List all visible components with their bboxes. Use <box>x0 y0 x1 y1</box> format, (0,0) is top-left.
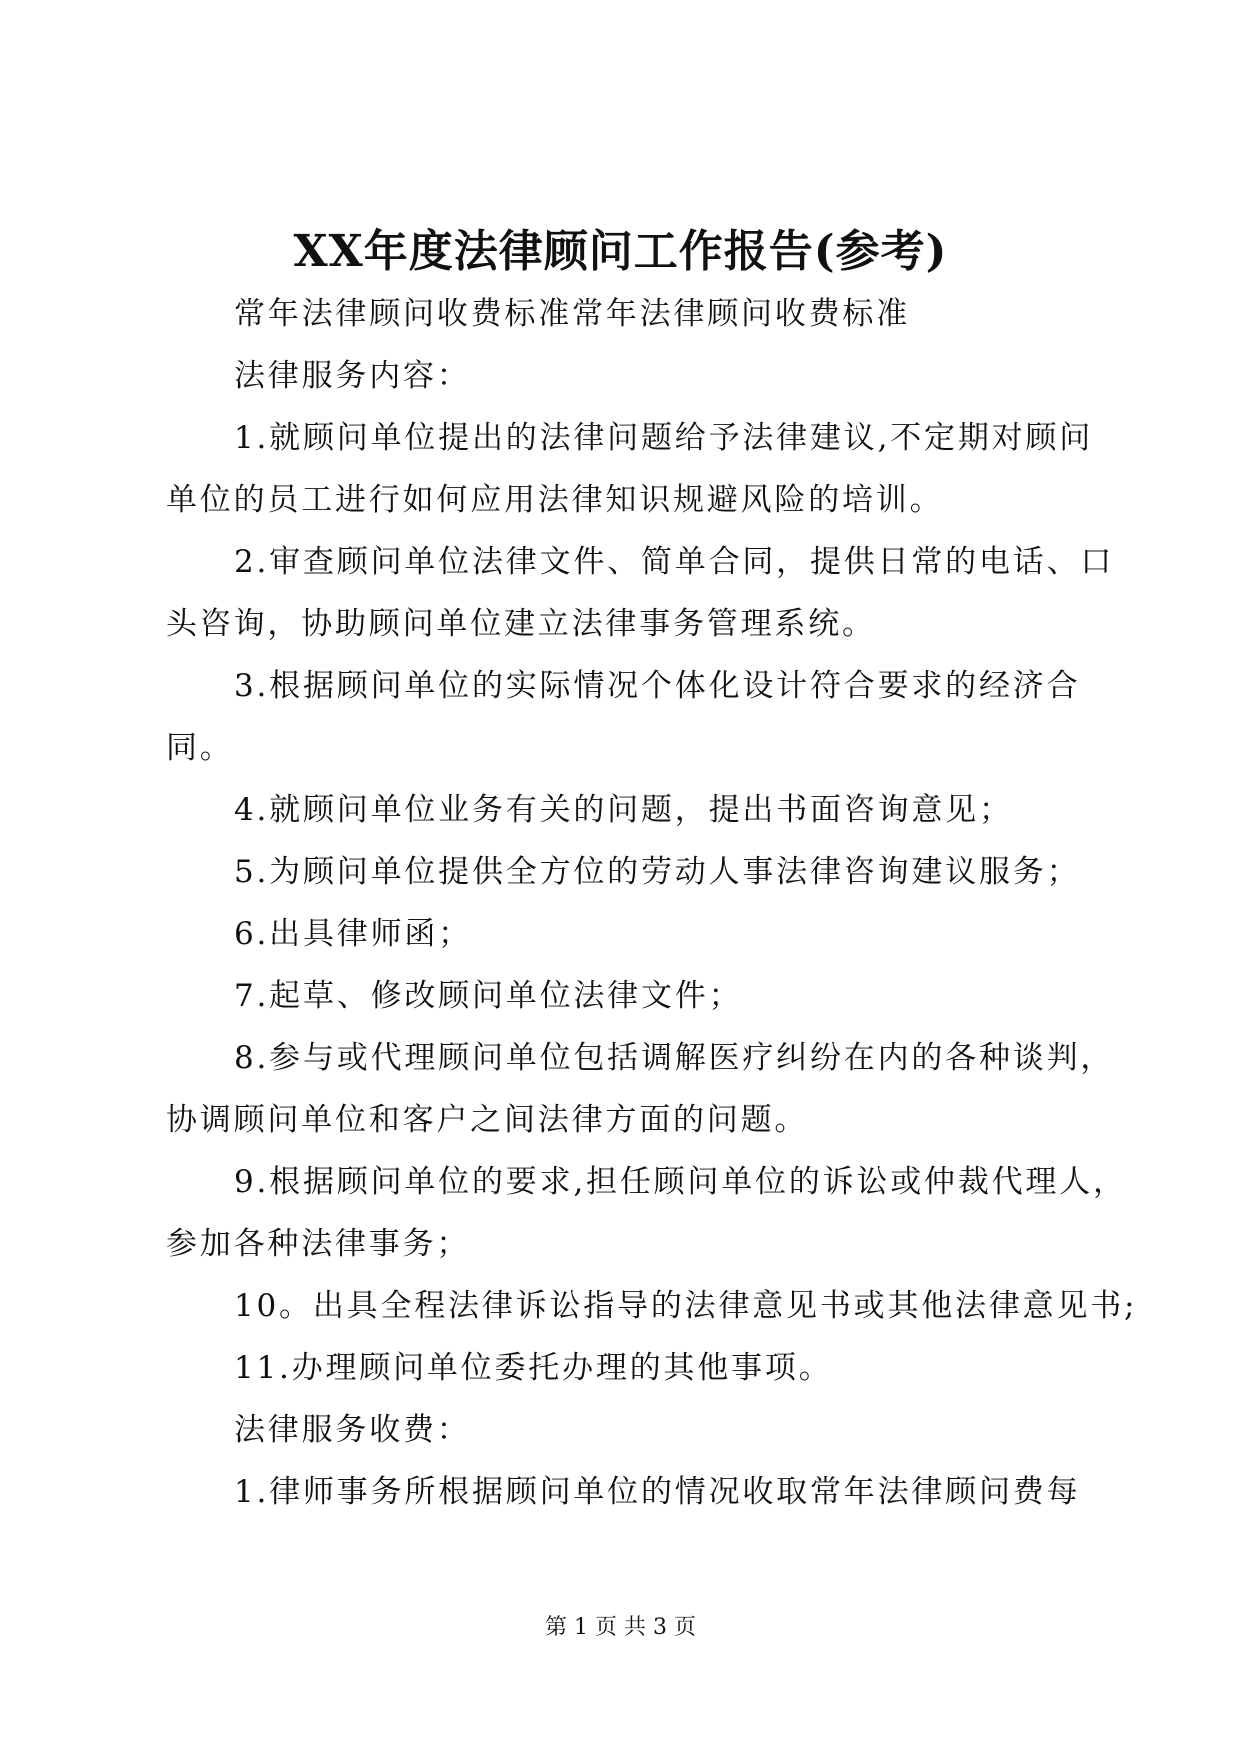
body-line: 1.律师事务所根据顾问单位的情况收取常年法律顾问费每 <box>234 1474 1081 1510</box>
body-line: 1.就顾问单位提出的法律问题给予法律建议,不定期对顾问 <box>234 420 1094 456</box>
body-line: 协调顾问单位和客户之间法律方面的问题。 <box>166 1102 809 1138</box>
body-line: 3.根据顾问单位的实际情况个体化设计符合要求的经济合 <box>234 668 1081 704</box>
page-footer: 第 1 页 共 3 页 <box>545 1615 696 1640</box>
body-line: 参加各种法律事务； <box>166 1226 471 1262</box>
body-line: 5.为顾问单位提供全方位的劳动人事法律咨询建议服务； <box>234 854 1081 890</box>
body-line: 常年法律顾问收费标准常年法律顾问收费标准 <box>234 296 910 332</box>
body-line: 7.起草、修改顾问单位法律文件； <box>234 978 743 1014</box>
body-line: 11.办理顾问单位委托办理的其他事项。 <box>234 1350 833 1386</box>
body-line: 9.根据顾问单位的要求,担任顾问单位的诉讼或仲裁代理人， <box>234 1164 1127 1200</box>
body-line: 法律服务收费： <box>234 1412 471 1448</box>
body-line: 2.审查顾问单位法律文件、简单合同，提供日常的电话、口 <box>234 544 1115 580</box>
body-line: 8.参与或代理顾问单位包括调解医疗纠纷在内的各种谈判， <box>234 1040 1115 1076</box>
body-line: 4.就顾问单位业务有关的问题，提出书面咨询意见； <box>234 792 1013 828</box>
document-title: XX年度法律顾问工作报告(参考) <box>293 226 948 277</box>
body-line: 法律服务内容： <box>234 358 471 394</box>
body-line: 10。出具全程法律诉讼指导的法律意见书或其他法律意见书; <box>234 1288 1138 1324</box>
document-body <box>166 283 1138 1523</box>
body-line: 同。 <box>166 730 234 766</box>
body-line: 单位的员工进行如何应用法律知识规避风险的培训。 <box>166 482 944 518</box>
body-line: 头咨询，协助顾问单位建立法律事务管理系统。 <box>166 606 876 642</box>
body-line: 6.出具律师函； <box>234 916 472 952</box>
